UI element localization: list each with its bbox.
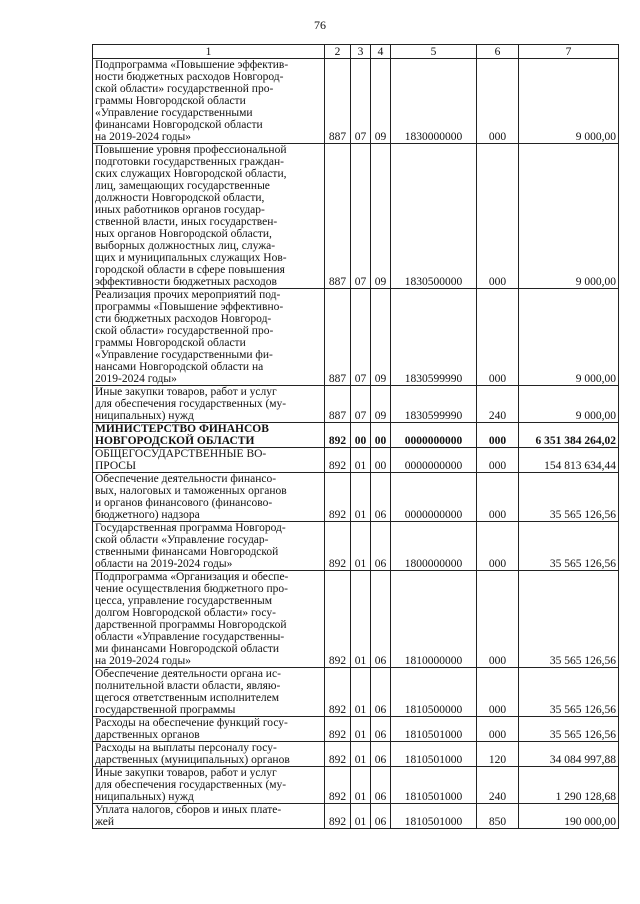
target-article-cell: 0000000000 <box>391 473 477 522</box>
expense-type-cell: 240 <box>477 386 519 423</box>
ministry-code-cell: 892 <box>325 522 351 571</box>
expense-type-cell: 120 <box>477 742 519 767</box>
section-code-cell: 07 <box>351 144 371 289</box>
expense-type-cell: 000 <box>477 668 519 717</box>
ministry-code-cell: 892 <box>325 804 351 829</box>
subsection-code-cell: 00 <box>371 448 391 473</box>
table-header-row <box>93 45 619 59</box>
table-body <box>93 59 619 829</box>
subsection-code-cell: 06 <box>371 668 391 717</box>
table-row <box>93 289 619 386</box>
row-name-cell: МИНИСТЕРСТВО ФИНАНСОВ НОВГОРОДСКОЙ ОБЛАСТИ <box>93 423 325 448</box>
ministry-code-cell: 892 <box>325 423 351 448</box>
target-article-cell: 1810501000 <box>391 742 477 767</box>
target-article-cell: 1830500000 <box>391 144 477 289</box>
section-code-cell: 07 <box>351 386 371 423</box>
expense-type-cell: 000 <box>477 571 519 668</box>
header-cell-ministry: 2 <box>325 45 351 59</box>
section-code-cell: 00 <box>351 423 371 448</box>
row-name-cell: Расходы на обеспечение функций госу- дарственных органов <box>93 717 325 742</box>
expense-type-cell: 000 <box>477 423 519 448</box>
row-name-cell: Реализация прочих мероприятий под- программы «Повышение эффективно- сти бюджетных расходов Новгород- ской области» государственной про- граммы Новгородской области «Управление государственными фи- нансами Новгородской области на 2019-2024 годы» <box>93 289 325 386</box>
section-code-cell: 07 <box>351 289 371 386</box>
expense-type-cell: 000 <box>477 144 519 289</box>
amount-cell: 35 565 126,56 <box>519 522 619 571</box>
ministry-code-cell: 892 <box>325 668 351 717</box>
target-article-cell: 1810501000 <box>391 804 477 829</box>
table-row <box>93 717 619 742</box>
row-name-cell: Уплата налогов, сборов и иных плате- жей <box>93 804 325 829</box>
target-article-cell: 1830599990 <box>391 386 477 423</box>
ministry-code-cell: 892 <box>325 742 351 767</box>
amount-cell: 35 565 126,56 <box>519 717 619 742</box>
table-row <box>93 571 619 668</box>
section-code-cell: 01 <box>351 742 371 767</box>
target-article-cell: 1830599990 <box>391 289 477 386</box>
row-name-cell: Обеспечение деятельности финансо- вых, налоговых и таможенных органов и органов финансового (финансово- бюджетного) надзора <box>93 473 325 522</box>
header-cell-name: 1 <box>93 45 325 59</box>
row-name-cell: Обеспечение деятельности органа ис- полнительной власти области, являю- щегося ответственным исполнителем государственной программы <box>93 668 325 717</box>
amount-cell: 35 565 126,56 <box>519 473 619 522</box>
target-article-cell: 1830000000 <box>391 59 477 144</box>
target-article-cell: 0000000000 <box>391 423 477 448</box>
amount-cell: 9 000,00 <box>519 144 619 289</box>
expense-type-cell: 000 <box>477 59 519 144</box>
page-number: 76 <box>314 18 326 32</box>
row-name-cell: Иные закупки товаров, работ и услуг для обеспечения государственных (му- ниципальных) нужд <box>93 386 325 423</box>
table-row <box>93 448 619 473</box>
section-code-cell: 01 <box>351 522 371 571</box>
table-row <box>93 473 619 522</box>
subsection-code-cell: 06 <box>371 717 391 742</box>
ministry-code-cell: 892 <box>325 767 351 804</box>
table-row <box>93 386 619 423</box>
subsection-code-cell: 06 <box>371 522 391 571</box>
amount-cell: 9 000,00 <box>519 386 619 423</box>
section-code-cell: 07 <box>351 59 371 144</box>
expense-type-cell: 240 <box>477 767 519 804</box>
expense-type-cell: 000 <box>477 717 519 742</box>
table-row <box>93 423 619 448</box>
section-code-cell: 01 <box>351 448 371 473</box>
section-code-cell: 01 <box>351 473 371 522</box>
header-cell-subsection: 4 <box>371 45 391 59</box>
table-row <box>93 742 619 767</box>
row-name-cell: Расходы на выплаты персоналу госу- дарственных (муниципальных) органов <box>93 742 325 767</box>
row-name-cell: Иные закупки товаров, работ и услуг для обеспечения государственных (му- ниципальных) нужд <box>93 767 325 804</box>
amount-cell: 190 000,00 <box>519 804 619 829</box>
section-code-cell: 01 <box>351 571 371 668</box>
row-name-cell: Повышение уровня профессиональной подготовки государственных граждан- ских служащих Новгородской области, лиц, замещающих государственные должности Новгородской области, иных работников органов государ- ственной власти, иных государствен- ных органов Новгородской области, выборных должностных лиц, служа- щих и муниципальных служащих Нов- городской области в сфере повышения эффективности бюджетных расходов <box>93 144 325 289</box>
amount-cell: 35 565 126,56 <box>519 668 619 717</box>
section-code-cell: 01 <box>351 668 371 717</box>
table-row <box>93 144 619 289</box>
subsection-code-cell: 09 <box>371 289 391 386</box>
amount-cell: 34 084 997,88 <box>519 742 619 767</box>
target-article-cell: 1810000000 <box>391 571 477 668</box>
amount-cell: 154 813 634,44 <box>519 448 619 473</box>
budget-table <box>92 44 619 829</box>
expense-type-cell: 000 <box>477 448 519 473</box>
ministry-code-cell: 892 <box>325 717 351 742</box>
expense-type-cell: 000 <box>477 473 519 522</box>
expense-type-cell: 000 <box>477 522 519 571</box>
expense-type-cell: 850 <box>477 804 519 829</box>
subsection-code-cell: 06 <box>371 767 391 804</box>
section-code-cell: 01 <box>351 717 371 742</box>
header-cell-expense-type: 6 <box>477 45 519 59</box>
header-cell-target-article: 5 <box>391 45 477 59</box>
amount-cell: 9 000,00 <box>519 289 619 386</box>
target-article-cell: 1800000000 <box>391 522 477 571</box>
header-cell-section: 3 <box>351 45 371 59</box>
target-article-cell: 1810500000 <box>391 668 477 717</box>
ministry-code-cell: 887 <box>325 386 351 423</box>
target-article-cell: 1810501000 <box>391 767 477 804</box>
row-name-cell: Государственная программа Новгород- ской области «Управление государ- ственными финансами Новгородской области на 2019-2024 годы» <box>93 522 325 571</box>
ministry-code-cell: 887 <box>325 144 351 289</box>
row-name-cell: Подпрограмма «Организация и обеспе- чение осуществления бюджетного про- цесса, управление государственным долгом Новгородской области» госу- дарственной программы Новгородской области «Управление государственны- ми финансами Новгородской области на 2019-2024 годы» <box>93 571 325 668</box>
table-row <box>93 59 619 144</box>
target-article-cell: 0000000000 <box>391 448 477 473</box>
table-row <box>93 522 619 571</box>
subsection-code-cell: 06 <box>371 742 391 767</box>
subsection-code-cell: 06 <box>371 804 391 829</box>
ministry-code-cell: 887 <box>325 59 351 144</box>
ministry-code-cell: 892 <box>325 448 351 473</box>
amount-cell: 6 351 384 264,02 <box>519 423 619 448</box>
amount-cell: 9 000,00 <box>519 59 619 144</box>
subsection-code-cell: 06 <box>371 473 391 522</box>
table-row <box>93 767 619 804</box>
ministry-code-cell: 892 <box>325 571 351 668</box>
section-code-cell: 01 <box>351 804 371 829</box>
ministry-code-cell: 892 <box>325 473 351 522</box>
subsection-code-cell: 09 <box>371 386 391 423</box>
subsection-code-cell: 00 <box>371 423 391 448</box>
header-cell-amount: 7 <box>519 45 619 59</box>
amount-cell: 35 565 126,56 <box>519 571 619 668</box>
subsection-code-cell: 06 <box>371 571 391 668</box>
ministry-code-cell: 887 <box>325 289 351 386</box>
subsection-code-cell: 09 <box>371 59 391 144</box>
row-name-cell: Подпрограмма «Повышение эффектив- ности бюджетных расходов Новгород- ской области» государственной про- граммы Новгородской области «Управление государственными финансами Новгородской области на 2019-2024 годы» <box>93 59 325 144</box>
target-article-cell: 1810501000 <box>391 717 477 742</box>
table-row <box>93 804 619 829</box>
expense-type-cell: 000 <box>477 289 519 386</box>
amount-cell: 1 290 128,68 <box>519 767 619 804</box>
row-name-cell: ОБЩЕГОСУДАРСТВЕННЫЕ ВО- ПРОСЫ <box>93 448 325 473</box>
table-row <box>93 668 619 717</box>
subsection-code-cell: 09 <box>371 144 391 289</box>
section-code-cell: 01 <box>351 767 371 804</box>
